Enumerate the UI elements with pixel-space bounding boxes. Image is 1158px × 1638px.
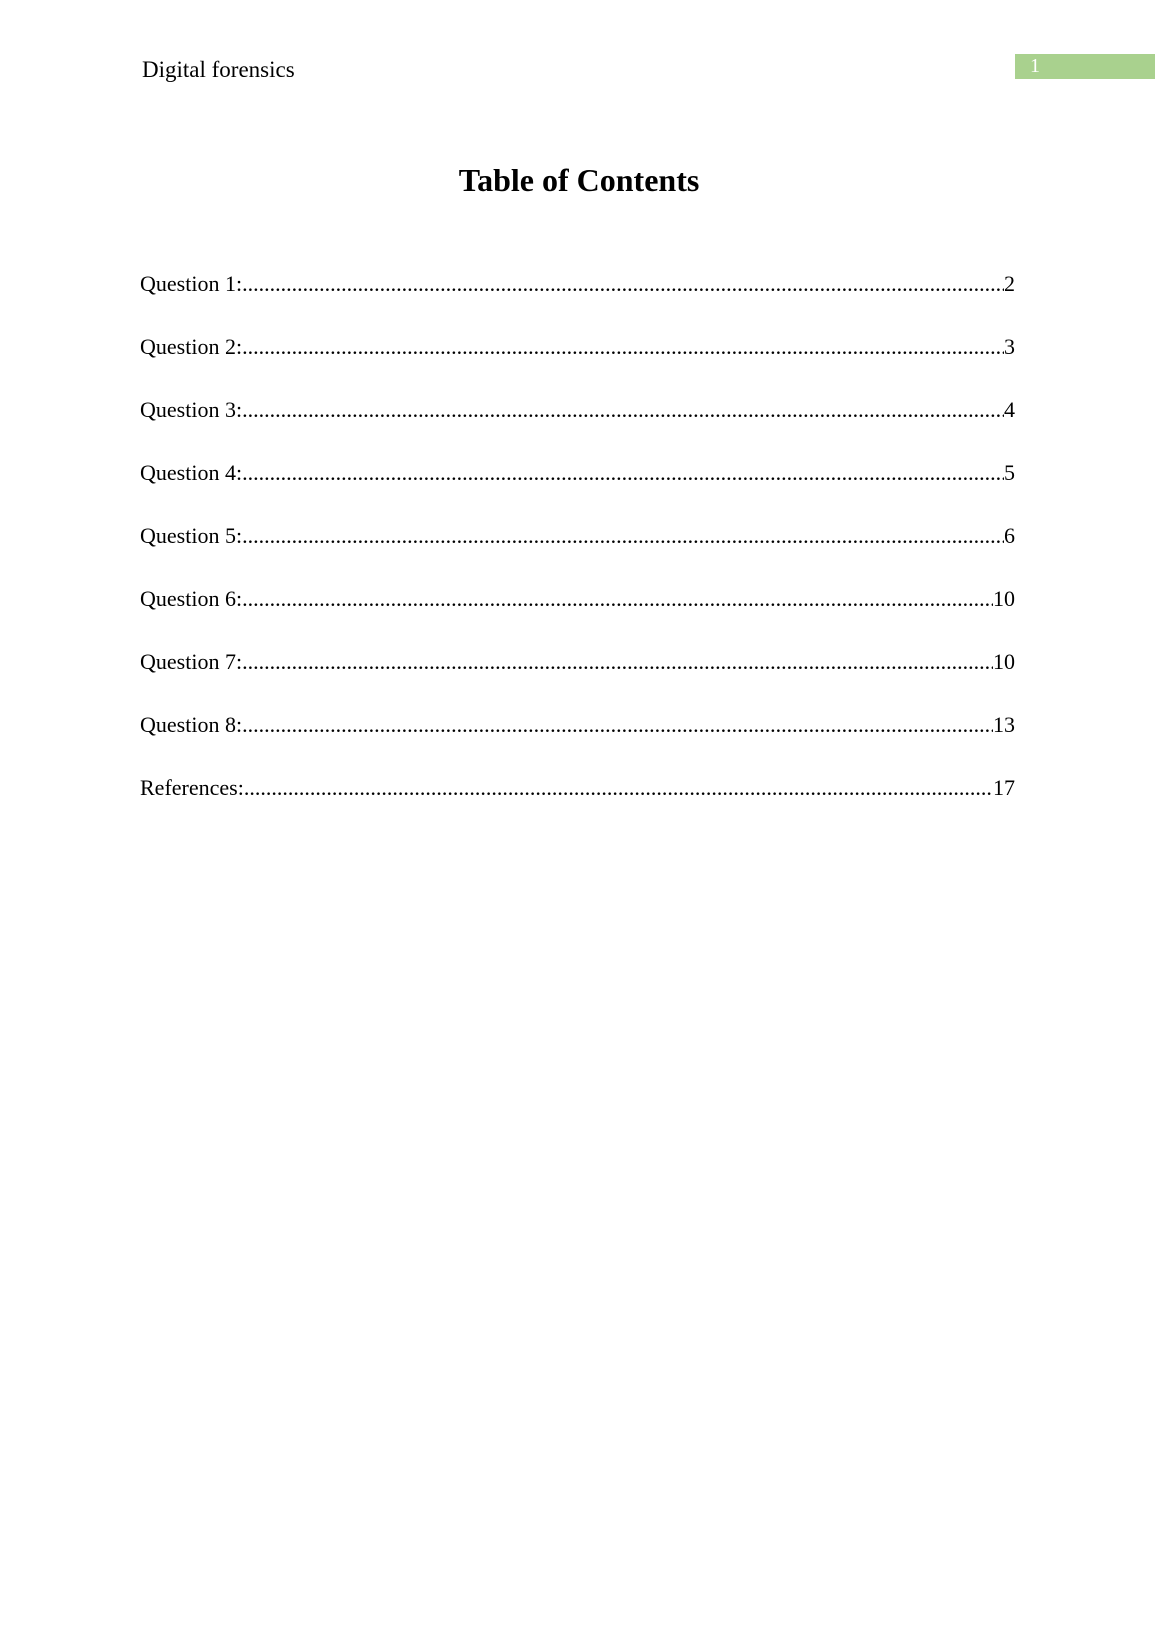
toc-entry-page: 17 <box>993 775 1015 800</box>
toc-entry-page: 3 <box>1004 334 1015 359</box>
toc-heading: Table of Contents <box>458 162 700 198</box>
toc-entry-label: Question 6: <box>140 586 243 611</box>
toc-dot-leader <box>242 333 1004 361</box>
toc-dot-leader <box>242 270 1004 298</box>
toc-entry-page: 4 <box>1004 397 1015 422</box>
toc-entry-page: 2 <box>1004 271 1015 296</box>
toc-entry-page: 6 <box>1004 523 1015 548</box>
toc-entry-label: Question 4: <box>140 460 243 485</box>
toc-dot-leader <box>242 522 1004 550</box>
toc-dot-leader <box>242 585 993 613</box>
toc-dot-leader <box>242 396 1004 424</box>
page-number: 1 <box>1030 55 1040 77</box>
toc-dot-leader <box>242 459 1004 487</box>
toc-entry-question-4[interactable] <box>140 459 1015 522</box>
toc-entry-label: Question 3: <box>140 397 243 422</box>
toc-entry-label: Question 5: <box>140 523 243 548</box>
running-header-title: Digital forensics <box>142 57 295 82</box>
toc-entry-question-1[interactable] <box>140 270 1015 333</box>
toc-dot-leader <box>242 711 993 739</box>
toc-entry-page: 5 <box>1004 460 1015 485</box>
toc-entry-question-8[interactable] <box>140 711 1015 774</box>
toc-entry-label: Question 1: <box>140 271 243 296</box>
toc-entry-label: Question 2: <box>140 334 243 359</box>
toc-dot-leader <box>244 774 993 802</box>
page-number-badge <box>1015 54 1155 79</box>
toc-entry-question-2[interactable] <box>140 333 1015 396</box>
toc-entry-question-3[interactable] <box>140 396 1015 459</box>
toc-entry-page: 13 <box>993 712 1015 737</box>
toc-entry-question-6[interactable] <box>140 585 1015 648</box>
toc-list <box>140 270 1015 837</box>
toc-entry-label: Question 8: <box>140 712 243 737</box>
toc-entry-question-7[interactable] <box>140 648 1015 711</box>
toc-entry-label: References: <box>140 775 244 800</box>
toc-entry-references[interactable] <box>140 774 1015 837</box>
toc-entry-page: 10 <box>993 586 1015 611</box>
toc-entry-page: 10 <box>993 649 1015 674</box>
toc-entry-question-5[interactable] <box>140 522 1015 585</box>
toc-entry-label: Question 7: <box>140 649 243 674</box>
toc-dot-leader <box>242 648 993 676</box>
